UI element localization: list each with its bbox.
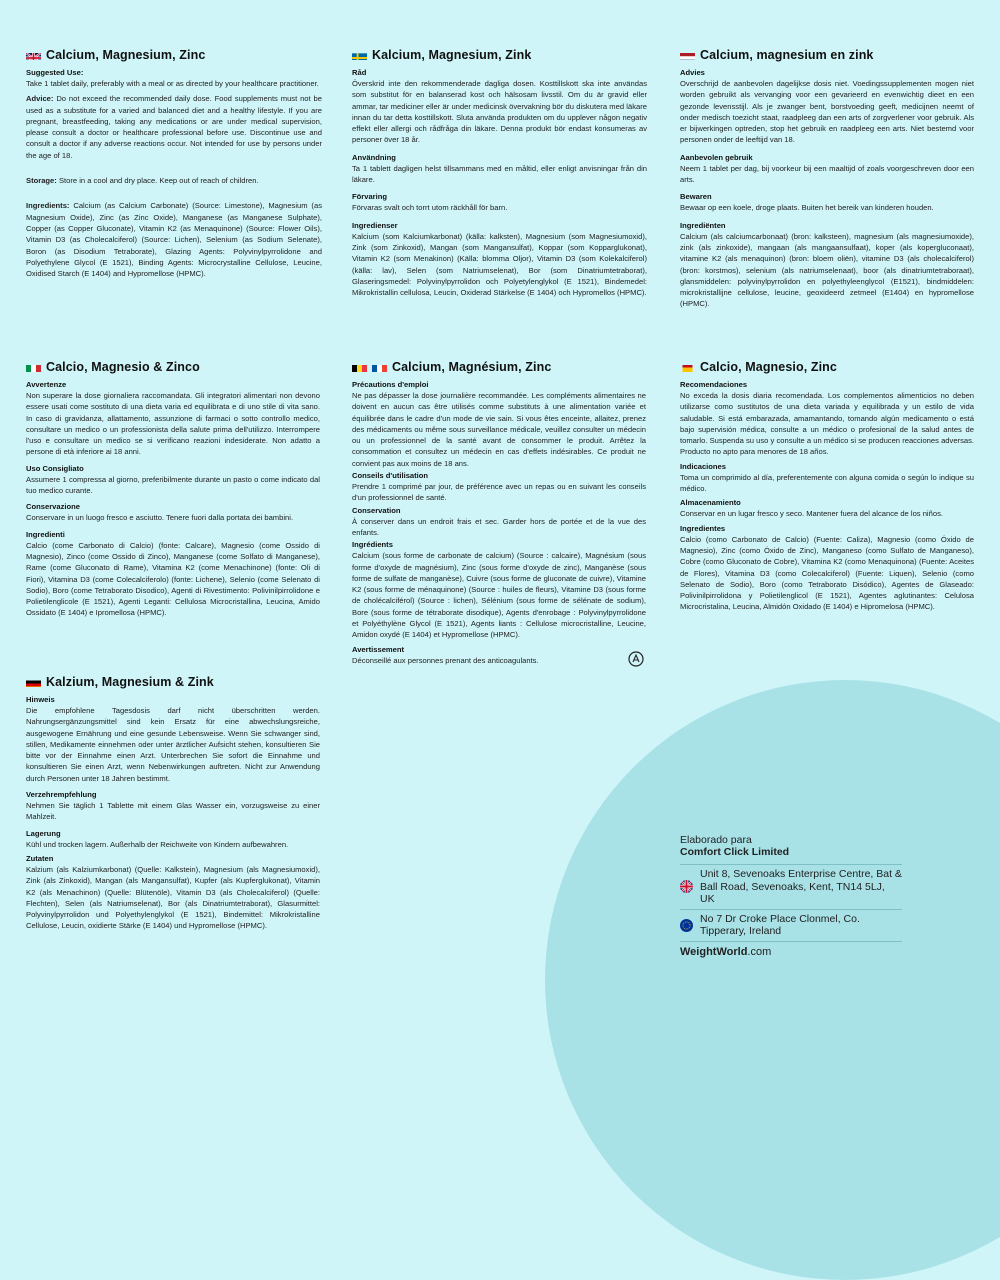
france-flag-icon <box>372 362 387 372</box>
italy-flag-icon <box>26 362 41 372</box>
use-text: Toma un comprimido al día, preferentemente con alguna comida o según lo indique su médico. <box>680 472 974 495</box>
eu-flag-icon <box>680 919 693 932</box>
ingredients-text: Kalzium (als Kalziumkarbonat) (Quelle: Kalkstein), Magnesium (als Magnesiumoxid), Zink (als Zinkoxid), Mangan (als Mangansulfat), Kupfer (als Kupferglukonat), Vitamin K2 (als Menachinon) (Quelle: Blütenöle), Vitamin D3 (als Cholecalciferol) (Quelle: Flechten), Selen (als Natriumselenat), Bor (als Dinatriumtetraborat), Glasurmittel: Polyvinylpyrrolidon und Polyethylenglykol (E 1521), Bindemittel: Mikrokristalline Cellulose, Leucin, oxidierte Stärke (E 1404) und Hypromellose (HPMC). <box>26 864 320 932</box>
section-french <box>352 360 646 666</box>
storage-label: Förvaring <box>352 192 647 201</box>
storage-text: Conservar en un lugar fresco y seco. Mantener fuera del alcance de los niños. <box>680 508 974 519</box>
suggested-use-text: Take 1 tablet daily, preferably with a meal or as directed by your healthcare practitioner. <box>26 78 322 89</box>
use-label: Aanbevolen gebruik <box>680 153 974 162</box>
recommendations-text: No exceda la dosis diaria recomendada. Los complementos alimenticios no deben utilizarse como sustitutos de una dieta variada y equilibrada y un estilo de vida saludable. Si está embarazada, amamantando, tomando algún medicamento o está bajo supervisión médica, consulte a un médico o profesional de la salud antes de tomarlo. Suspenda su uso y consulte a un médico si se producen reacciones adversas. Producto no apto para menores de 18 años. <box>680 390 974 458</box>
ingredients-label: Ingredienti <box>26 530 320 539</box>
uk-flag-icon <box>680 880 693 893</box>
warnings-label: Avvertenze <box>26 380 320 389</box>
sweden-flag-icon <box>352 50 367 60</box>
hint-text: Die empfohlene Tagesdosis darf nicht überschritten werden. Nahrungsergänzungsmittel sind kein Ersatz für eine abwechslungsreiche, ausgewogene Ernährung und eine gesunde Lebensweise. Wenn Sie schwanger sind, stillen, Medikamente einnehmen oder unter ärztlicher Aufsicht stehen, konsultieren Sie bitte vor der Einnahme einen Arzt. Unterbrechen Sie sofort die Einnahme und konsultieren Sie einen Arzt, wenn Nebenwirkungen auftreten. Nicht zur Anwendung durch Personen unter 18 Jahren bestimmt. <box>26 705 320 784</box>
warning-label: Avertissement <box>352 645 646 654</box>
storage-label: Conservazione <box>26 502 320 511</box>
storage-label: Storage: <box>26 176 57 185</box>
uk-address-row <box>680 864 902 909</box>
ingredients-label: Ingredienser <box>352 221 647 230</box>
recommendations-label: Recomendaciones <box>680 380 974 389</box>
made-for-label: Elaborado para <box>680 834 902 846</box>
warnings-text: Non superare la dose giornaliera raccomandata. Gli integratori alimentari non devono essere usati come sostituto di una dieta varia ed equilibrata e di uno stile di vita sano. In caso di gravidanza, allattamento, assunzione di farmaci o sotto controllo medico, consultare un medico o un professionista della salute prima dell'utilizzo. Interrompere l'uso e consultare un medico se si verificano reazioni indesiderate. Non adatto a persone di età inferiore ai 18 anni. <box>26 390 320 458</box>
ingredients-label: Ingredients: <box>26 201 69 210</box>
section-dutch <box>680 48 974 310</box>
ingredients-text: Calcio (como Carbonato de Calcio) (Fuente: Caliza), Magnesio (como Óxido de Magnesio), Zinc (como Óxido de Zinc), Manganeso (como Sulfato de Manganeso), Cobre (como Gluconato de Cobre), Vitamina K2 (como Menaquinona) (Fuente: Aceites de Flores), Vitamina D3 (como Colecalciferol) (Fuente: Liquen), Selenio (como Selenato de Sodio), Boro (como Tetraborato Disódico), Agentes de Glaseado: Polivinilpirrolidona y Polietilenglicol (E 1521), Agentes aglutinantes: Celulosa Microcristalina, Leucina, Almidón Oxidado (E 1404) e Hipromelosa (HPMC). <box>680 534 974 613</box>
section-german <box>26 675 320 932</box>
storage-label: Lagerung <box>26 829 320 838</box>
ingredients-label: Ingredientes <box>680 524 974 533</box>
use-label: Indicaciones <box>680 462 974 471</box>
ingredients-text: Calcium (als calciumcarbonaat) (bron: kalksteen), magnesium (als magnesiumoxide), zink (als zinkoxide), mangaan (als mangaansulfaat), koper (als kopergluconaat), vitamine K2 (als menaquinon) (bron: bloem oliën), vitamine D3 (als cholecalciferol) (bron: korstmos), selenium (als natriumselenaat), boor (als dinatriumtetraboraat), glansmiddelen: polyvinylpyrrolidon en polyethyleenglycol (E1521), bindmiddelen: microkristallijne cellulose, leucine, geoxideerd zetmeel (E1404) en hypromellose (HPMC). <box>680 231 974 310</box>
storage-text: À conserver dans un endroit frais et sec. Garder hors de portée et de la vue des enfants. <box>352 516 646 539</box>
section-english <box>26 48 322 279</box>
suggested-use-label: Suggested Use: <box>26 68 322 77</box>
advice-label: Advies <box>680 68 974 77</box>
use-text: Neem 1 tablet per dag, bij voorkeur bij een maaltijd of zoals voorgeschreven door een arts. <box>680 163 974 186</box>
storage-paragraph <box>26 175 322 186</box>
ingredients-label: Zutaten <box>26 854 320 863</box>
ingredients-text: Calcio (come Carbonato di Calcio) (fonte: Calcare), Magnesio (come Ossido di Magnesio), Zinco (come Ossido di Zinco), Manganese (come Solfato di Manganese), Rame (come Gluconato di Rame), Vitamina K2 (come Menachinone) (fonte: Oli di Fiori), Vitamina D3 (come Colecalciferolo) (fonte: Lichene), Selenio (come Selenato di Sodio), Boro (come Tetraborato Disodico), Agenti di Rivestimento: Polivinilpirrolidone e Polietilenglicole (E 1521), Agenti Leganti: Cellulosa Microcristallina, Leucina, Amido Ossidato (E 1404) e Ipromellosa (HPMC). <box>26 540 320 619</box>
uk-flag-icon <box>26 50 41 60</box>
advice-text: Överskrid inte den rekommenderade dagliga dosen. Kosttillskott ska inte användas som substitut för en balanserad kost och hälsosam livsstil. Om du är gravid eller ammar, tar mediciner eller är under medicinsk övervakning bör du diskutera med läkare innan du tar detta kosttillskott. Sluta använda produkten om du upplever någon negativ effekt eller allergi och rådfråga din läkare. Denna produkt bör endast konsumeras av personer över 18 år. <box>352 78 647 146</box>
section-title: Kalcium, Magnesium, Zink <box>372 48 531 62</box>
ingredients-text: Calcium (as Calcium Carbonate) (Source: Limestone), Magnesium (as Magnesium Oxide), Zinc (as Zinc Oxide), Manganese (as Manganese Sulphate), Copper (as Copper Gluconate), Vitamin K2 (as Menaquinone) (Source: Flower Oils), Vitamin D3 (as Cholecalciferol) (Source: Lichen), Selenium (as Sodium Selenate), Boron (as Disodium Tetraborate), Glazing Agents: Polyvinylpyrrolidone and Polyethylene Glycol (E 1521), Binding Agents: Microcrystalline Cellulose, Leucine, Oxidised Starch (E 1404) and Hypromellose (HPMC). <box>26 201 322 278</box>
recycle-icon <box>628 651 644 667</box>
hint-label: Hinweis <box>26 695 320 704</box>
ingredients-paragraph <box>26 200 322 279</box>
manufacturer-block <box>680 834 902 958</box>
company-name: Comfort Click Limited <box>680 846 902 859</box>
storage-text: Kühl und trocken lagern. Außerhalb der Reichweite von Kindern aufbewahren. <box>26 839 320 850</box>
ingredients-text: Kalcium (som Kalciumkarbonat) (källa: kalksten), Magnesium (som Magnesiumoxid), Zink (som Zinkoxid), Mangan (som Mangansulfat), Koppar (som Kopparglukonat), Vitamin K2 (som Menakinon) (Källa: blomma Oljor), Vitamin D3 (som Kolekalciferol) (källa: lav), Selen (som Natriumselenat), Bor (som Dinatriumtetraborat), Glaseringsmedel: Polyvinylpyrrolidon och Polyetylenglykol (E 1521), Bindemedel: Mikrokristallin cellulosa, Leucin, Oxiderad Stärkelse (E 1404) och Hypromellos (HPMC). <box>352 231 647 299</box>
belgium-flag-icon <box>352 362 367 372</box>
storage-label: Bewaren <box>680 192 974 201</box>
storage-text: Store in a cool and dry place. Keep out of reach of children. <box>59 176 259 185</box>
website-link[interactable] <box>680 941 902 958</box>
section-title: Calcium, magnesium en zink <box>700 48 873 62</box>
section-title: Calcio, Magnesio, Zinc <box>700 360 837 374</box>
section-title: Calcio, Magnesio & Zinco <box>46 360 200 374</box>
use-text: Assumere 1 compressa al giorno, preferibilmente durante un pasto o come indicato dal tuo medico curante. <box>26 474 320 497</box>
advice-text: Overschrijd de aanbevolen dagelijkse dosis niet. Voedingssupplementen mogen niet worden gebruikt als vervanging voor een gevarieerd en evenwichtig dieet en een gezonde levensstijl. Als je zwanger bent, borstvoeding geeft, medicijnen neemt of onder medisch toezicht staat, raadpleeg dan een arts of zorgverlener voor gebruik. Als er bijwerkingen optreden, stop het gebruik en raadpleeg een arts. Niet bestemd voor personen onder de leeftijd van 18. <box>680 78 974 146</box>
section-title: Kalzium, Magnesium & Zink <box>46 675 214 689</box>
decorative-circle <box>545 680 1000 1280</box>
advice-paragraph <box>26 93 322 161</box>
section-title: Calcium, Magnésium, Zinc <box>392 360 551 374</box>
use-label: Conseils d'utilisation <box>352 471 646 480</box>
use-text: Ta 1 tablett dagligen helst tillsammans med en måltid, eller enligt anvisningar från din läkare. <box>352 163 647 186</box>
uk-address: Unit 8, Sevenoaks Enterprise Centre, Bat & Ball Road, Sevenoaks, Kent, TN14 5LJ, UK <box>700 868 902 906</box>
advice-label: Advice: <box>26 94 53 103</box>
storage-label: Conservation <box>352 506 646 515</box>
eu-address: No 7 Dr Croke Place Clonmel, Co. Tipperary, Ireland <box>700 913 902 938</box>
spain-flag-icon <box>680 362 695 372</box>
use-text: Nehmen Sie täglich 1 Tablette mit einem Glas Wasser ein, vorzugsweise zu einer Mahlzeit. <box>26 800 320 823</box>
storage-text: Conservare in un luogo fresco e asciutto. Tenere fuori dalla portata dei bambini. <box>26 512 320 523</box>
website-suffix: .com <box>747 946 771 958</box>
storage-label: Almacenamiento <box>680 498 974 507</box>
warning-text: Déconseillé aux personnes prenant des anticoagulants. <box>352 655 646 666</box>
section-spanish <box>680 360 974 613</box>
precautions-label: Précautions d'emploi <box>352 380 646 389</box>
eu-address-row <box>680 909 902 941</box>
section-title: Calcium, Magnesium, Zinc <box>46 48 205 62</box>
use-text: Prendre 1 comprimé par jour, de préférence avec un repas ou en suivant les conseils d'un professionnel de santé. <box>352 481 646 504</box>
storage-text: Bewaar op een koele, droge plaats. Buiten het bereik van kinderen houden. <box>680 202 974 213</box>
website-brand: WeightWorld <box>680 946 747 958</box>
ingredients-text: Calcium (sous forme de carbonate de calcium) (Source : calcaire), Magnésium (sous forme d'oxyde de magnésium), Zinc (sous forme d'oxyde de zinc), Manganèse (sous forme de sulfate de manganèse), Cuivre (sous forme de gluconate de cuivre), Vitamine K2 (sous forme de ménaquinone) (Source : huiles de fleurs), Vitamine D3 (sous forme de cholécalciférol) (Source : lichen), Sélénium (sous forme de sélénate de sodium), Bore (sous forme de tétraborate disodique), Agents d'enrobage : Polyvinylpyrrolidone et Polyéthylène Glycol (E 1521), Agents liants : Cellulose microcristalline, Leucine, Amidon oxydé (E 1404) et Hypromellose (HPMC). <box>352 550 646 640</box>
netherlands-flag-icon <box>680 50 695 60</box>
section-swedish <box>352 48 647 298</box>
use-label: Verzehrempfehlung <box>26 790 320 799</box>
advice-text: Do not exceed the recommended daily dose. Food supplements must not be used as a substitute for a varied and balanced diet and a healthy lifestyle. If you are pregnant, breastfeeding, taking any medications or are under medical supervision, please consult a doctor or healthcare professional before use. Discontinue use and consult a doctor if any adverse reactions occur. Not intended for use by persons under the age of 18. <box>26 94 322 159</box>
use-label: Uso Consigliato <box>26 464 320 473</box>
section-italian <box>26 360 320 619</box>
storage-text: Förvaras svalt och torrt utom räckhåll för barn. <box>352 202 647 213</box>
precautions-text: Ne pas dépasser la dose journalière recommandée. Les compléments alimentaires ne doivent en aucun cas être utilisés comme substituts à une alimentation variée et équilibrée dans le cadre d'un mode de vie sain. Si vous êtes enceinte, allaitez, prenez des médicaments ou même sous surveillance médicale, veuillez consulter un médecin ou un professionnel de la santé avant de consommer le produit. Arrêtez la consommation et consultez un médecin en cas d'effets indésirables. Ce produit ne convient pas aux moins de 18 ans. <box>352 390 646 469</box>
advice-label: Råd <box>352 68 647 77</box>
germany-flag-icon <box>26 677 41 687</box>
ingredients-label: Ingrediënten <box>680 221 974 230</box>
ingredients-label: Ingrédients <box>352 540 646 549</box>
use-label: Användning <box>352 153 647 162</box>
